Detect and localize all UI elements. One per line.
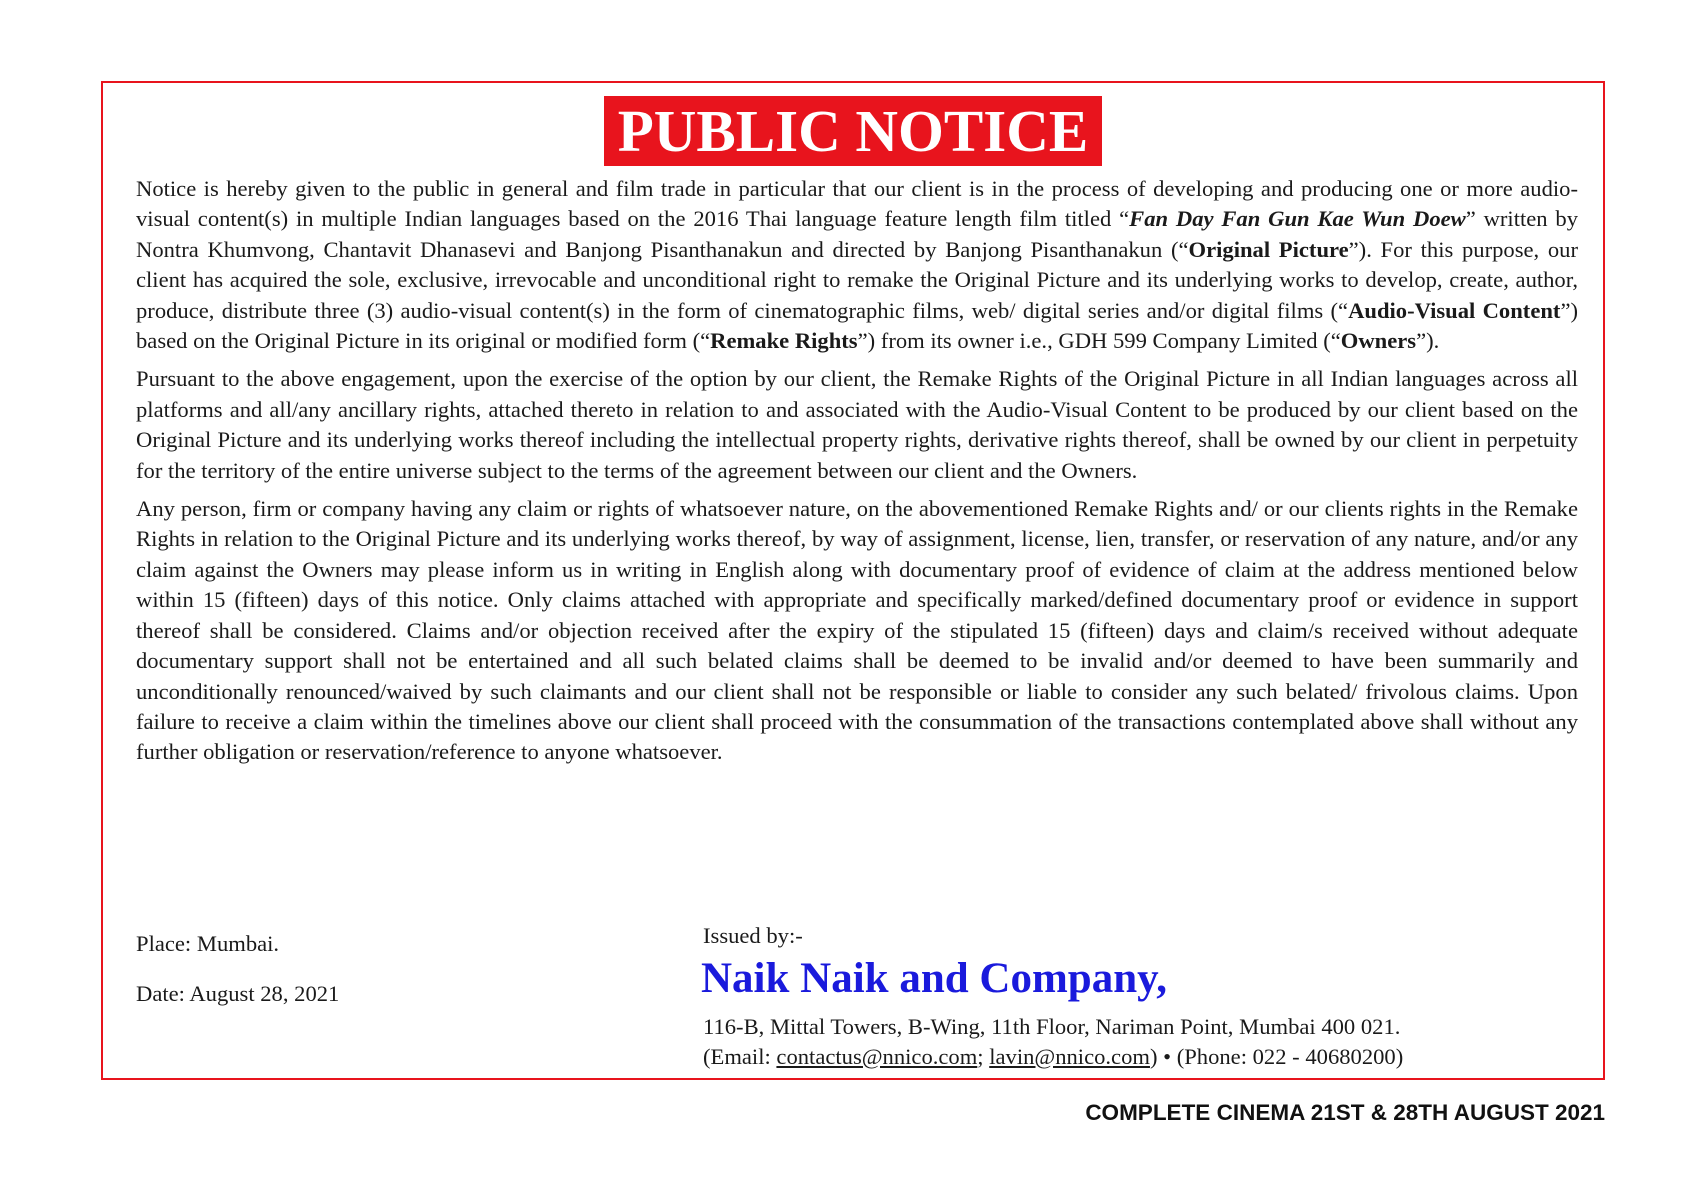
paragraph-1: Notice is hereby given to the public in general and film trade in particular that our client is in the process of developing and producing one or more audio-visual content(s) in multiple Indian languages based on the 2016 Thai language feature length film titled “Fan Day Fan Gun Kae Wun Doew” written by Nontra Khumvong, Chantavit Dhanasevi and Banjong Pisanthanakun and directed by Banjong Pisanthanakun (“Original Picture”). For this purpose, our client has acquired the sole, exclusive, irrevocable and unconditional right to remake the Original Picture and its underlying works to develop, create, author, produce, distribute three (3) audio-visual content(s) in the form of cinematographic films, web/ digital series and/or digital films (“Audio-Visual Content”) based on the Original Picture in its original or modified form (“Remake Rights”) from its owner i.e., GDH 599 Company Limited (“Owners”). (136, 176, 1579, 354)
notice-body (136, 174, 1578, 776)
paragraph-3: Any person, firm or company having any claim or rights of whatsoever nature, on the abovementioned Remake Rights and/ or our clients rights in the Remake Rights in relation to the Original Picture and its underlying works thereof, by way of assignment, license, lien, transfer, or reservation of any nature, and/or any claim against the Owners may please inform us in writing in English along with documentary proof of evidence of claim at the address mentioned below within 15 (fifteen) days of this notice. Only claims attached with appropriate and specifically marked/defined documentary proof or evidence in support thereof shall be considered. Claims and/or objection received after the expiry of the stipulated 15 (fifteen) days and claim/s received without adequate documentary support shall not be entertained and all such belated claims shall be deemed to be invalid and/or deemed to have been summarily and unconditionally renounced/waived by such claimants and our client shall not be responsible or liable to consider any such belated/ frivolous claims. Upon failure to receive a claim within the timelines above our client shall proceed with the consummation of the transactions contemplated above shall without any further obligation or reservation/reference to anyone whatsoever. (136, 496, 1578, 765)
paragraph-2: Pursuant to the above engagement, upon the exercise of the option by our client, the Remake Rights of the Original Picture in all Indian languages across all platforms and all/any ancillary rights, attached thereto in relation to and associated with the Audio-Visual Content to be produced by our client based on the Original Picture and its underlying works thereof including the intellectual property rights, derivative rights thereof, shall be owned by our client in perpetuity for the territory of the entire universe subject to the terms of the agreement between our client and the Owners. (136, 366, 1578, 483)
issued-by-label: Issued by:- (703, 923, 803, 948)
term-owners: Owners (1340, 328, 1417, 354)
term-audio-visual-content: Audio-Visual Content (1348, 297, 1561, 323)
email-link-lavin[interactable]: lavin@nnico.com (989, 1043, 1150, 1069)
address-line: 116-B, Mittal Towers, B-Wing, 11th Floor, Nariman Point, Mumbai 400 021. (703, 1014, 1401, 1039)
title-wrap (103, 96, 1603, 166)
notice-title: PUBLIC NOTICE (604, 96, 1102, 166)
term-remake-rights: Remake Rights (710, 328, 858, 354)
address-block (703, 1012, 1403, 1071)
date-text: Date: August 28, 2021 (136, 981, 340, 1006)
film-title: Fan Day Fan Gun Kae Wun Doew (1129, 206, 1466, 232)
company-name: Naik Naik and Company, (701, 955, 1167, 1002)
term-original-picture: Original Picture (1188, 236, 1349, 262)
email-link-contactus[interactable]: contactus@nnico.com (776, 1043, 978, 1069)
contact-line: (Email: contactus@nnico.com; lavin@nnico.com) • (Phone: 022 - 40680200) (703, 1043, 1404, 1069)
publication-credit: COMPLETE CINEMA 21ST & 28TH AUGUST 2021 (1085, 1100, 1605, 1125)
place-text: Place: Mumbai. (136, 931, 280, 956)
notice-frame (101, 81, 1605, 1080)
place-date-block (136, 929, 339, 1009)
